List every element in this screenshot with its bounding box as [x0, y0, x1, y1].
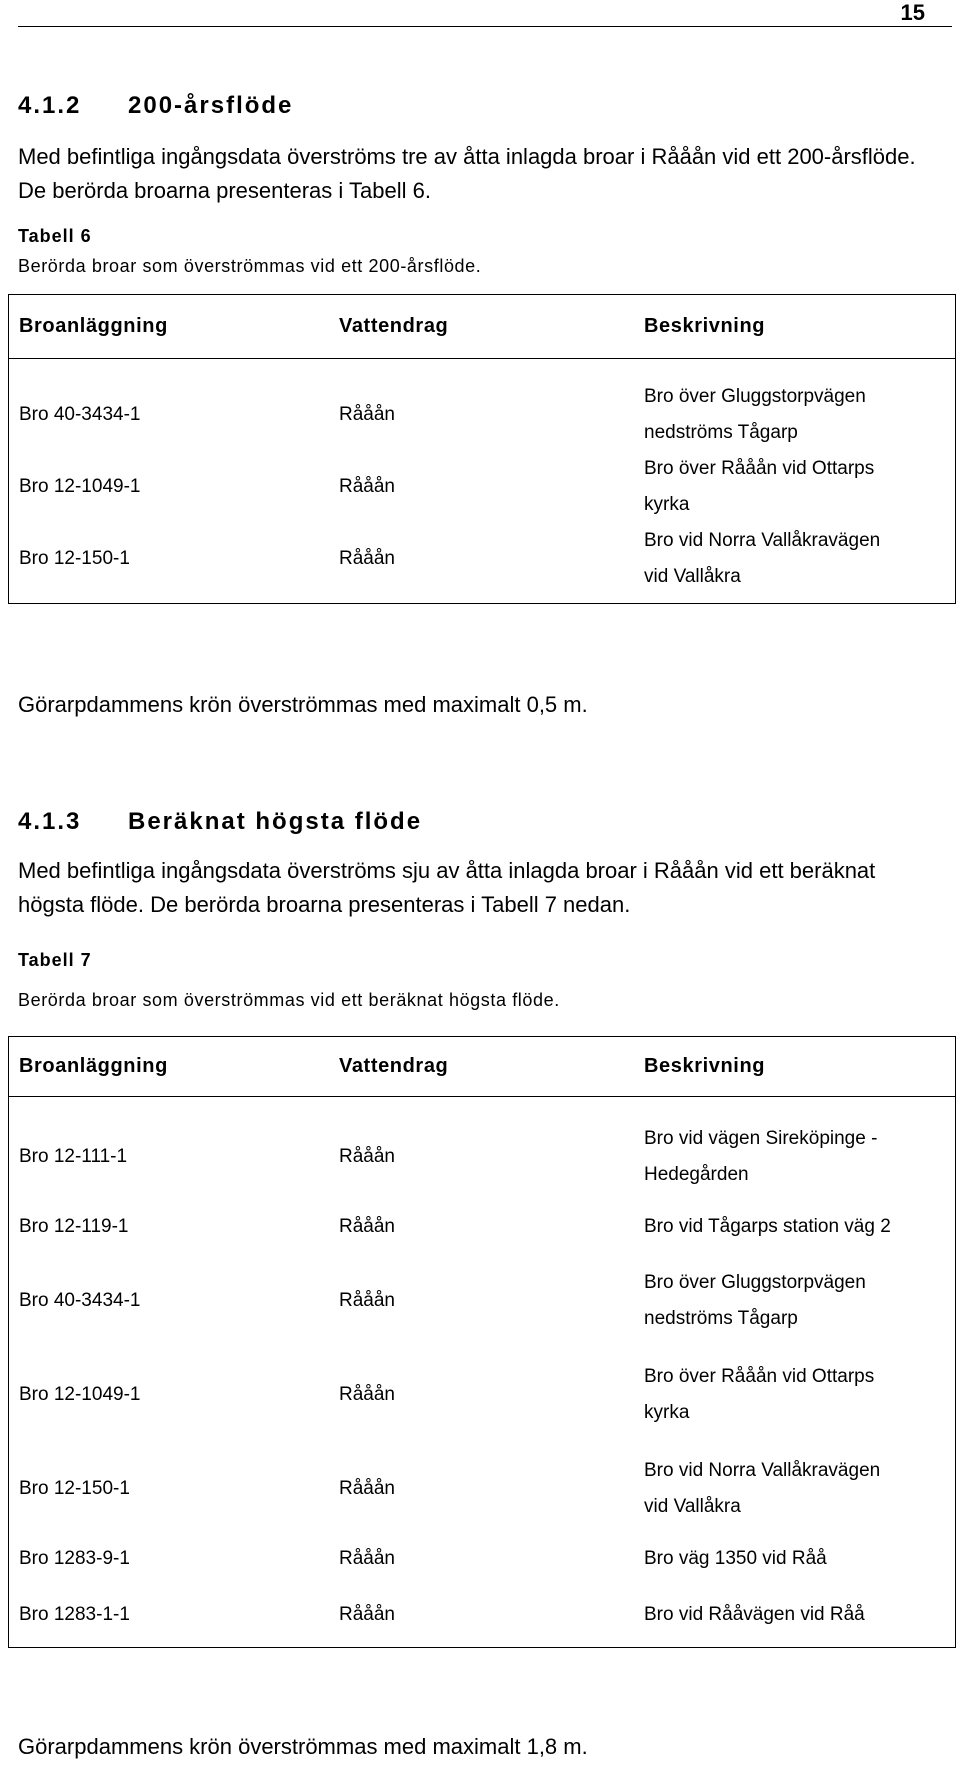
column-header: Beskrivning [634, 295, 956, 359]
table-row [9, 1359, 956, 1431]
table-row [9, 1209, 956, 1245]
bridge-cell: Bro 12-111-1 [19, 1146, 128, 1167]
table-row [9, 1597, 956, 1633]
column-header: Vattendrag [329, 1037, 634, 1097]
table-caption: Berörda broar som överströmmas vid ett 200-årsflöde. [18, 256, 482, 276]
section-heading-4-1-2 [18, 92, 293, 120]
description-cell: Bro vid Norra Vallåkravägen vid Vallåkra [644, 530, 881, 587]
description-cell: Bro väg 1350 vid Råå [644, 1548, 827, 1569]
bridge-cell: Bro 12-119-1 [19, 1216, 129, 1237]
river-cell: Rååån [339, 1548, 395, 1569]
description-cell: Bro över Rååån vid Ottarps kyrka [644, 1366, 875, 1423]
description-cell: Bro vid Tågarps station väg 2 [644, 1216, 891, 1237]
description-cell: Bro vid vägen Sireköpinge - Hedegården [644, 1128, 878, 1185]
table-row [9, 1121, 956, 1193]
section-paragraph: Med befintliga ingångsdata överströms tre av åtta inlagda broar i Rååån vid ett 200-årsflöde. De berörda broarna presenteras i Tabell 6. [18, 144, 916, 203]
header-rule [18, 26, 952, 27]
section-title: 200-årsflöde [128, 92, 294, 119]
river-cell: Rååån [339, 1290, 395, 1311]
river-cell: Rååån [339, 476, 395, 497]
description-cell: Bro över Rååån vid Ottarps kyrka [644, 458, 875, 515]
section-paragraph: Med befintliga ingångsdata överströms sju av åtta inlagda broar i Rååån vid ett beräknat högsta flöde. De berörda broarna presenteras i Tabell 7 nedan. [18, 858, 876, 917]
bridge-cell: Bro 12-1049-1 [19, 1384, 141, 1405]
river-cell: Rååån [339, 548, 395, 569]
table-row [9, 1453, 956, 1525]
bridge-cell: Bro 1283-1-1 [19, 1604, 130, 1625]
table-note: Görarpdammens krön överströmmas med maximalt 0,5 m. [18, 692, 588, 717]
section-title: Beräknat högsta flöde [128, 808, 423, 835]
column-header: Vattendrag [329, 295, 634, 359]
table-row [9, 523, 956, 595]
river-cell: Rååån [339, 1478, 395, 1499]
river-cell: Rååån [339, 1384, 395, 1405]
description-cell: Bro över Gluggstorpvägen nedströms Tågarp [644, 1272, 866, 1329]
column-header: Broanläggning [9, 1037, 330, 1097]
description-cell: Bro över Gluggstorpvägen nedströms Tågarp [644, 386, 866, 443]
table-row [9, 1541, 956, 1577]
river-cell: Rååån [339, 1216, 395, 1237]
section-heading-4-1-3 [18, 808, 422, 836]
description-cell: Bro vid Rååvägen vid Råå [644, 1604, 865, 1625]
section-number: 4.1.3 [18, 808, 82, 835]
bridge-cell: Bro 40-3434-1 [19, 1290, 141, 1311]
column-header: Beskrivning [634, 1037, 956, 1097]
table-7 [8, 1036, 956, 1648]
page-number: 15 [900, 0, 925, 25]
bridge-cell: Bro 12-150-1 [19, 548, 130, 569]
river-cell: Rååån [339, 1604, 395, 1625]
river-cell: Rååån [339, 404, 395, 425]
bridge-cell: Bro 40-3434-1 [19, 404, 141, 425]
table-caption: Berörda broar som överströmmas vid ett beräknat högsta flöde. [18, 990, 560, 1010]
table-6 [8, 294, 956, 604]
table-row [9, 379, 956, 451]
column-header: Broanläggning [9, 295, 330, 359]
bridge-cell: Bro 12-1049-1 [19, 476, 141, 497]
table-label: Tabell 6 [18, 226, 92, 246]
section-number: 4.1.2 [18, 92, 82, 119]
table-row [9, 1265, 956, 1337]
table-note: Görarpdammens krön överströmmas med maximalt 1,8 m. [18, 1734, 588, 1759]
bridge-cell: Bro 12-150-1 [19, 1478, 130, 1499]
table-row [9, 451, 956, 523]
table-label: Tabell 7 [18, 950, 92, 970]
river-cell: Rååån [339, 1146, 395, 1167]
bridge-cell: Bro 1283-9-1 [19, 1548, 130, 1569]
description-cell: Bro vid Norra Vallåkravägen vid Vallåkra [644, 1460, 881, 1517]
